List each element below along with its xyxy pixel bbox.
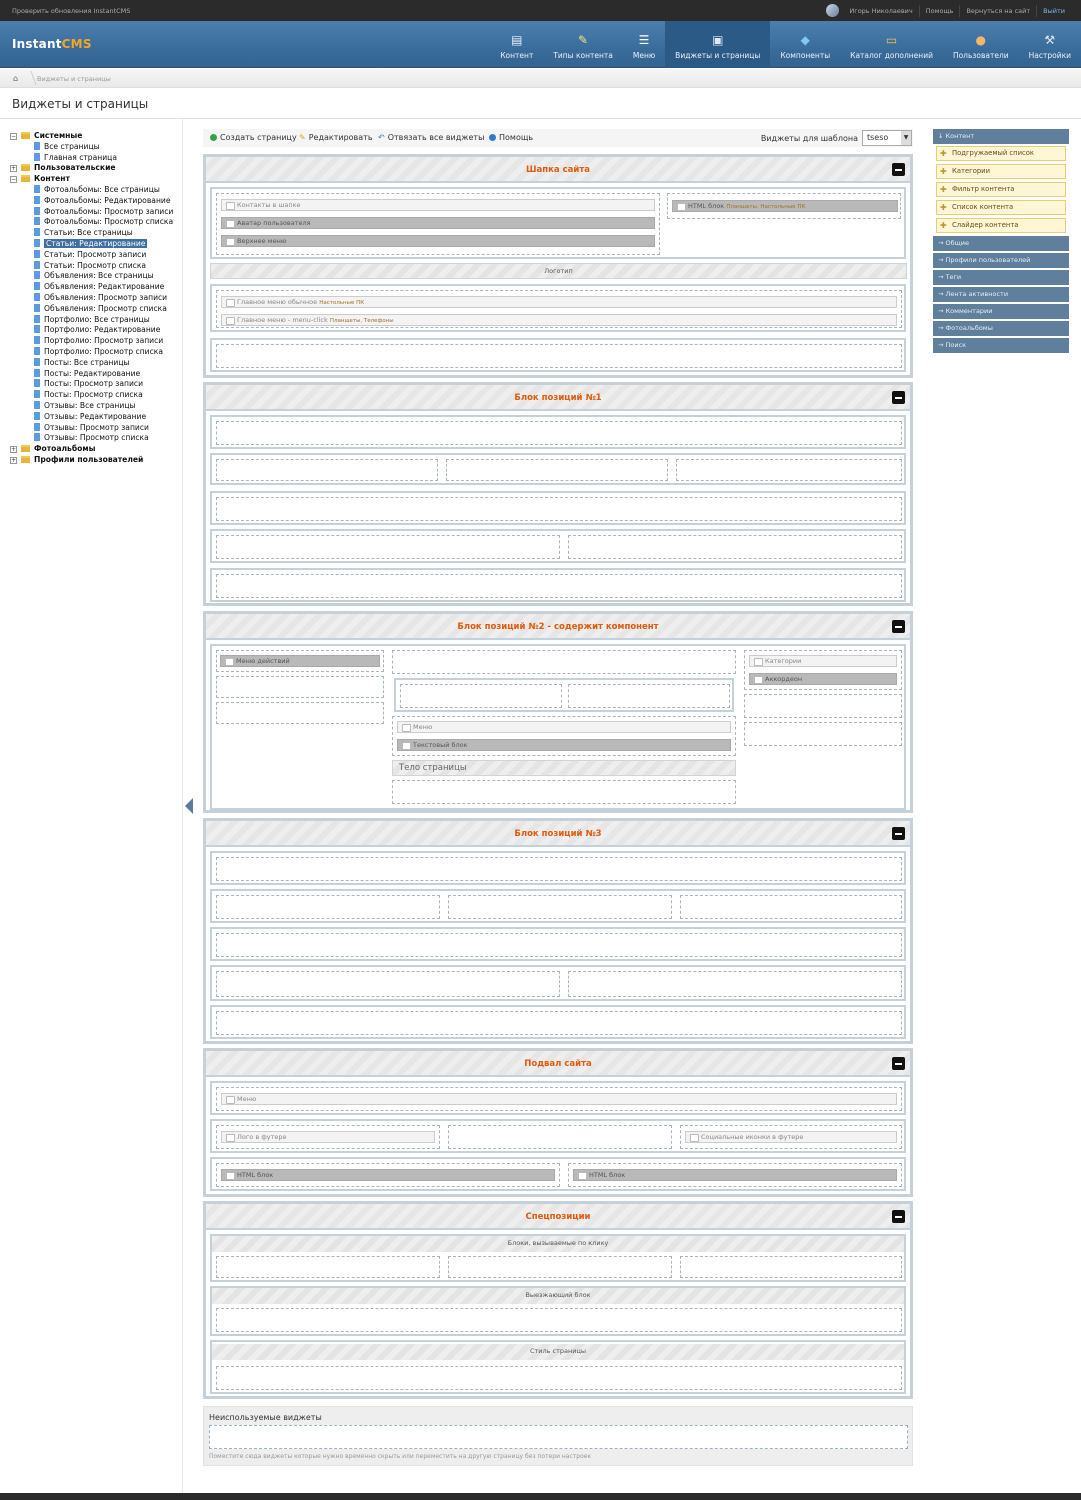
- tree-item-label: Портфолио: Редактирование: [44, 325, 161, 335]
- tree-item[interactable]: [10, 142, 173, 153]
- page-icon: [34, 217, 40, 225]
- widgets-icon: ▣: [712, 33, 724, 47]
- breadcrumb-current: Виджеты и страницы: [37, 75, 111, 83]
- tree-item[interactable]: [10, 455, 173, 466]
- widgets-group[interactable]: → Фотоальбомы: [933, 321, 1069, 336]
- page-icon: [34, 347, 40, 355]
- pencil-icon: ✎: [299, 133, 306, 142]
- page-icon: [34, 271, 40, 279]
- tree-item-label: Посты: Просмотр записи: [44, 379, 144, 389]
- expand-icon[interactable]: −: [11, 176, 17, 184]
- collapse-icon[interactable]: [892, 163, 905, 176]
- unbind-widgets-button[interactable]: ↶ Отвязать все виджеты: [378, 133, 485, 142]
- tree-item[interactable]: [10, 369, 173, 380]
- tree-item[interactable]: [10, 315, 173, 326]
- tree-item[interactable]: [10, 174, 173, 185]
- section-block3-title: Блок позиций №3: [514, 829, 602, 839]
- widget-social-icons[interactable]: Социальные иконки в футере: [685, 1131, 897, 1143]
- top-bar: [0, 0, 1081, 21]
- widget-item[interactable]: ✚ Категории: [936, 164, 1066, 179]
- tree-item-label: Портфолио: Все страницы: [44, 314, 150, 324]
- edit-button[interactable]: ✎ Редактировать: [299, 133, 373, 142]
- tree-item-label: Пользовательские: [34, 163, 116, 173]
- widgets-group[interactable]: → Профили пользователей: [933, 253, 1069, 268]
- main-nav: [490, 21, 1081, 68]
- tree-item-label: Объявления: Просмотр записи: [44, 292, 168, 302]
- folder-icon: [21, 132, 30, 139]
- tree-item-label: Все страницы: [44, 141, 100, 151]
- addons-icon: ▭: [885, 33, 898, 47]
- expand-icon[interactable]: +: [11, 446, 17, 454]
- widgets-group[interactable]: → Теги: [933, 270, 1069, 285]
- section-footer: [203, 1048, 913, 1197]
- page-icon: [34, 250, 40, 258]
- section-header: [203, 154, 913, 378]
- widgets-group[interactable]: → Комментарии: [933, 304, 1069, 319]
- tree-item[interactable]: [10, 163, 173, 174]
- unused-widgets-dropzone[interactable]: [209, 1425, 908, 1449]
- tree-item[interactable]: [10, 358, 173, 369]
- tree-item-label: Посты: Просмотр списка: [44, 390, 143, 400]
- pages-tree: [10, 131, 173, 466]
- expand-icon[interactable]: −: [11, 133, 17, 140]
- nav-content-types[interactable]: [543, 21, 623, 68]
- tree-item-label: Посты: Все страницы: [44, 357, 130, 367]
- widget-text-block[interactable]: Текстовый блок: [397, 739, 731, 751]
- help-icon: [489, 134, 496, 141]
- tree-item[interactable]: [10, 423, 173, 434]
- tree-item[interactable]: [10, 261, 173, 272]
- tree-item-label: Портфолио: Просмотр записи: [44, 336, 164, 346]
- page-icon: [34, 228, 40, 236]
- widgets-group-content[interactable]: ↓ Контент: [933, 129, 1069, 144]
- tree-item-label: Отзывы: Просмотр записи: [44, 422, 149, 432]
- tree-item-label: Статьи: Просмотр списка: [44, 260, 147, 270]
- nav-settings[interactable]: [1019, 21, 1081, 68]
- widget-html-block-2[interactable]: HTML блок: [573, 1169, 897, 1181]
- page-icon: [34, 207, 40, 215]
- collapse-icon[interactable]: [892, 1057, 905, 1070]
- create-page-button[interactable]: Создать страницу: [210, 133, 297, 142]
- nav-users[interactable]: [943, 21, 1019, 68]
- tree-item-label: Фотоальбомы: [34, 444, 96, 454]
- nav-label: Контент: [500, 51, 534, 60]
- tree-item-label: Фотоальбомы: Просмотр записи: [44, 206, 174, 216]
- logo[interactable]: InstantCMS: [12, 37, 92, 51]
- tree-item[interactable]: [10, 207, 173, 218]
- tree-item-label: Объявления: Редактирование: [44, 282, 165, 292]
- tree-item[interactable]: [10, 196, 173, 207]
- unused-widgets-note: Поместите сюда виджеты которые нужно временно скрыть или переместить на другую страницу без потери настроек: [209, 1453, 592, 1460]
- nav-label: Каталог дополнений: [850, 51, 933, 60]
- nav-label: Виджеты и страницы: [675, 51, 761, 60]
- tree-item[interactable]: [10, 433, 173, 444]
- widget-categories[interactable]: Категории: [749, 655, 897, 667]
- tree-item-label: Главная страница: [44, 152, 118, 162]
- nav-label: Меню: [632, 51, 656, 60]
- widget-item[interactable]: ✚ Фильтр контента: [936, 182, 1066, 197]
- page-icon: [34, 304, 40, 312]
- widget-footer-logo[interactable]: Лого в футере: [221, 1131, 435, 1143]
- nav-label: Настройки: [1028, 51, 1071, 60]
- tree-item[interactable]: [10, 228, 173, 239]
- nav-content[interactable]: [490, 21, 543, 68]
- widget-footer-menu[interactable]: Меню: [221, 1093, 897, 1105]
- section-block3: [203, 818, 913, 1044]
- collapse-icon[interactable]: [892, 827, 905, 840]
- section-block1-title: Блок позиций №1: [514, 393, 602, 403]
- tree-item-label: Отзывы: Все страницы: [44, 400, 136, 410]
- plus-icon: [210, 134, 217, 141]
- page-icon: [34, 282, 40, 290]
- users-icon: ●: [975, 33, 987, 47]
- widget-item[interactable]: ✚ Список контента: [936, 200, 1066, 215]
- page-icon: [34, 239, 40, 247]
- page-icon: [34, 293, 40, 301]
- page-icon: [34, 325, 40, 333]
- admin-header: [0, 21, 1081, 68]
- logout-link[interactable]: Выйти: [1036, 5, 1071, 17]
- page-icon: [34, 358, 40, 366]
- tree-item[interactable]: [10, 379, 173, 390]
- page-icon: [34, 336, 40, 344]
- collapse-icon[interactable]: [892, 620, 905, 633]
- click-blocks-label: Блоки, вызываемые по клику: [212, 1236, 904, 1252]
- page-title: Виджеты и страницы: [12, 97, 149, 111]
- check-updates-link[interactable]: Проверить обновления InstantCMS: [12, 7, 131, 15]
- tree-item-label: Посты: Редактирование: [44, 368, 141, 378]
- tree-item-label: Отзывы: Просмотр списка: [44, 433, 149, 443]
- collapse-icon[interactable]: [892, 391, 905, 404]
- page-icon: [34, 423, 40, 431]
- widget-menu[interactable]: Меню: [397, 721, 731, 733]
- unused-widgets-title: Неиспользуемые виджеты: [209, 1413, 322, 1422]
- widget-logo[interactable]: Логотип: [210, 263, 907, 279]
- section-block1: [203, 382, 913, 606]
- page-icon: [34, 185, 40, 193]
- tree-item[interactable]: [10, 325, 173, 336]
- tree-item-label: Контент: [34, 174, 70, 184]
- widgets-group[interactable]: → Поиск: [933, 338, 1069, 353]
- settings-icon: ⚒: [1044, 33, 1056, 47]
- tree-item-label: Отзывы: Редактирование: [44, 411, 147, 421]
- tree-item[interactable]: [10, 185, 173, 196]
- tree-item[interactable]: [10, 293, 173, 304]
- folder-icon: [21, 445, 30, 452]
- widgets-group[interactable]: → Общие: [933, 236, 1069, 251]
- tree-item-label: Портфолио: Просмотр списка: [44, 346, 164, 356]
- widget-main-menu[interactable]: Главное меню обычное Настольные ПК: [221, 296, 897, 308]
- template-label: Виджеты для шаблона: [760, 133, 858, 143]
- tree-item[interactable]: [10, 217, 173, 228]
- menu-icon: ☰: [638, 33, 650, 47]
- tree-item[interactable]: [10, 131, 173, 142]
- content-types-icon: ✎: [578, 33, 589, 47]
- user-name-link[interactable]: Игорь Николаевич: [849, 6, 913, 15]
- expand-icon[interactable]: +: [11, 165, 17, 173]
- components-icon: ◆: [800, 33, 810, 47]
- nav-components[interactable]: [770, 21, 840, 68]
- tree-item-label: Объявления: Все страницы: [44, 271, 154, 281]
- tree-item[interactable]: [10, 282, 173, 293]
- folder-icon: [21, 456, 30, 463]
- tree-item-label: Статьи: Все страницы: [44, 228, 133, 238]
- tree-item-label: Фотоальбомы: Просмотр списка: [44, 217, 174, 227]
- section-header-title: Шапка сайта: [526, 165, 590, 175]
- widget-item[interactable]: ✚ Подгружаемый список: [936, 146, 1066, 161]
- section-footer-title: Подвал сайта: [524, 1059, 592, 1069]
- nav-label: Типы контента: [553, 51, 613, 60]
- page-icon: [34, 369, 40, 377]
- widget-accordion[interactable]: Аккордеон: [749, 673, 897, 685]
- tree-item[interactable]: [10, 444, 173, 455]
- section-block2-title: Блок позиций №2 - содержит компонент: [457, 622, 659, 632]
- help-button[interactable]: Помощь: [489, 133, 533, 142]
- home-icon[interactable]: ⌂: [13, 74, 19, 83]
- nav-widgets[interactable]: [665, 21, 770, 68]
- page-icon: [34, 401, 40, 409]
- page-icon: [34, 433, 40, 441]
- widget-item[interactable]: ✚ Слайдер контента: [936, 218, 1066, 233]
- nav-menu[interactable]: [623, 21, 665, 68]
- tree-item[interactable]: [10, 271, 173, 282]
- tree-item[interactable]: [10, 412, 173, 423]
- widget-contacts[interactable]: Контакты в шапке: [221, 199, 655, 211]
- widget-top-menu[interactable]: Верхнее меню: [221, 235, 655, 247]
- widgets-panel: [933, 129, 1069, 355]
- folder-icon: [21, 175, 30, 182]
- section-special-title: Спецпозиции: [525, 1212, 591, 1222]
- page-style-label: Стиль страницы: [212, 1344, 904, 1360]
- tree-item-label: Фотоальбомы: Редактирование: [44, 195, 171, 205]
- back-to-site-link[interactable]: Вернуться на сайт: [959, 5, 1036, 17]
- section-special: [203, 1201, 913, 1399]
- tree-item[interactable]: [10, 304, 173, 315]
- expand-icon[interactable]: +: [11, 456, 17, 464]
- page-icon: [34, 153, 40, 161]
- widget-html-block-1[interactable]: HTML блок: [221, 1169, 555, 1181]
- tree-item-label: Статьи: Редактирование: [46, 238, 146, 248]
- tree-item[interactable]: [10, 390, 173, 401]
- template-select[interactable]: tseso ▼: [862, 130, 912, 146]
- widget-html-block[interactable]: HTML блок Планшеты, Настольные ПК: [672, 200, 898, 212]
- widget-main-menu-click[interactable]: Главное меню - menu-click Планшеты, Телефоны: [221, 314, 897, 326]
- nav-label: Компоненты: [780, 51, 831, 60]
- page-icon: [34, 315, 40, 323]
- tree-item[interactable]: [10, 401, 173, 412]
- tree-item-label: Объявления: Просмотр списка: [44, 303, 167, 313]
- tree-item[interactable]: [10, 250, 173, 261]
- undo-icon: ↶: [378, 133, 385, 142]
- unused-widgets: [203, 1406, 913, 1466]
- page-icon: [34, 142, 40, 150]
- page-icon: [34, 379, 40, 387]
- tree-item[interactable]: [10, 347, 173, 358]
- tree-item[interactable]: [10, 239, 173, 250]
- nav-label: Пользователи: [952, 51, 1009, 60]
- breadcrumb: [0, 69, 1081, 88]
- user-avatar[interactable]: [826, 4, 839, 17]
- page-body: Тело страницы: [392, 760, 736, 776]
- widget-avatar[interactable]: Аватар пользователя: [221, 217, 655, 229]
- page-icon: [34, 196, 40, 204]
- page-icon: [34, 390, 40, 398]
- content-icon: ▤: [511, 33, 523, 47]
- collapse-icon[interactable]: [892, 1210, 905, 1223]
- page-icon: [34, 412, 40, 420]
- toolbar: [203, 129, 913, 147]
- slide-block-label: Выезжающий блок: [212, 1288, 904, 1304]
- nav-addons[interactable]: [840, 21, 943, 68]
- tree-item-label: Статьи: Просмотр записи: [44, 249, 147, 259]
- widgets-group[interactable]: → Лента активности: [933, 287, 1069, 302]
- widget-actions-menu[interactable]: Меню действий: [220, 655, 380, 667]
- tree-item-label: Системные: [34, 131, 83, 140]
- collapse-sidebar-icon[interactable]: [185, 798, 193, 814]
- folder-icon: [21, 164, 30, 171]
- help-link[interactable]: Помощь: [919, 5, 960, 17]
- section-block2: [203, 611, 913, 813]
- tree-item-label: Фотоальбомы: Все страницы: [44, 184, 160, 194]
- tree-item[interactable]: [10, 153, 173, 164]
- tree-item-label: Профили пользователей: [34, 454, 144, 464]
- tree-item[interactable]: [10, 336, 173, 347]
- page-icon: [34, 261, 40, 269]
